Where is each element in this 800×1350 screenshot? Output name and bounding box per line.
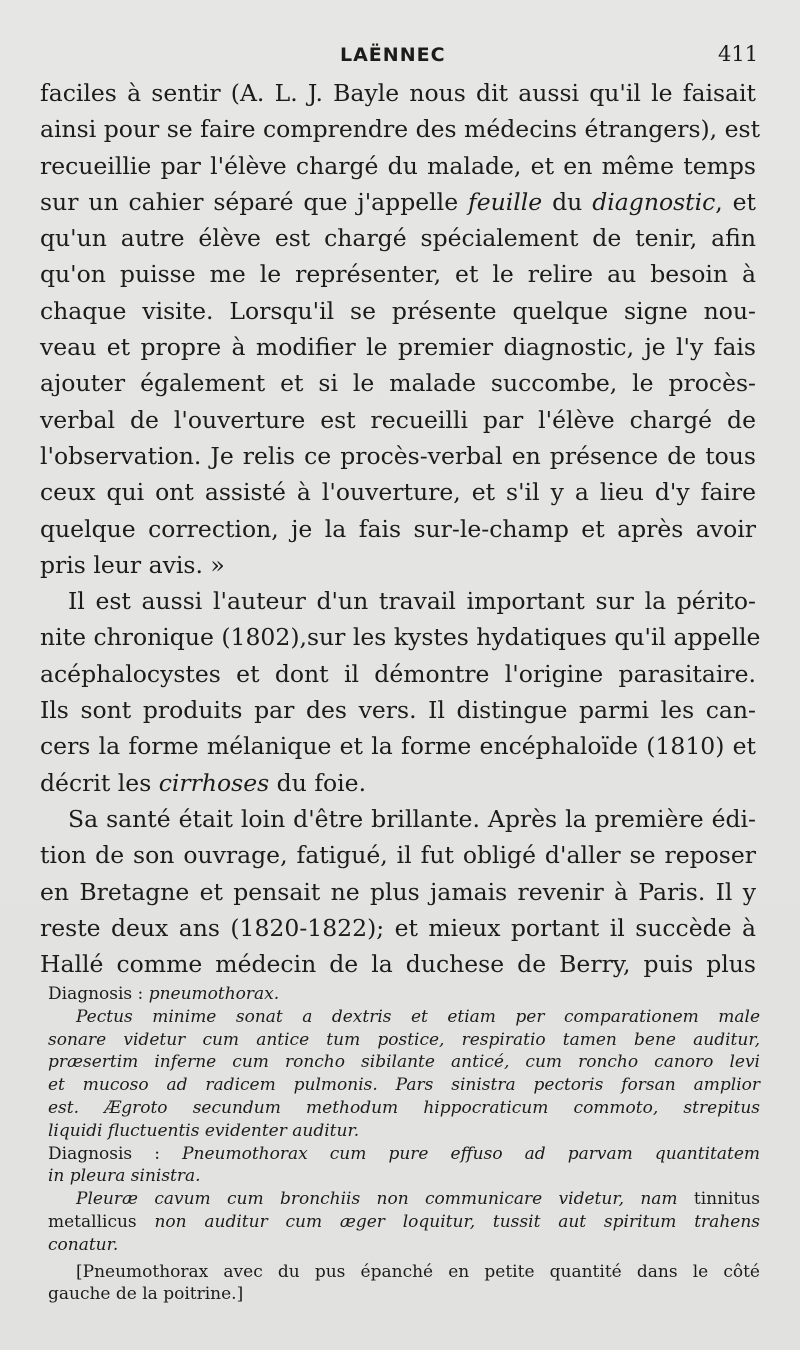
page-number: 411 — [718, 42, 759, 66]
italic-text: feuille — [468, 187, 543, 216]
text-line: reste deux ans (1820-1822); et mieux portant il succède à — [40, 913, 756, 942]
italic-text: et mucoso ad radicem pulmonis. Pars sinistra pectoris forsan amplior — [48, 1075, 760, 1096]
main-text — [40, 75, 761, 982]
italic-text: conatur. — [48, 1234, 119, 1255]
text-line: qu'un autre élève est chargé spécialement de tenir, afin — [40, 224, 756, 253]
italic-text: est. Ægroto secundum methodum hippocraticum commoto, strepitus — [48, 1097, 760, 1118]
note-line: [Pneumothorax avec du pus épanché en petite quantité dans le côté — [76, 1261, 760, 1282]
text-line: décrit les cirrhoses du foie. — [40, 768, 367, 797]
note-line: Pleuræ cavum cum bronchiis non communicare videtur, nam tinnitus — [76, 1189, 761, 1210]
italic-text: Pleuræ cavum cum bronchiis non communicare videtur, nam — [76, 1189, 678, 1210]
text-line: Il est aussi l'auteur d'un travail important sur la périto- — [68, 587, 756, 616]
page-header — [0, 38, 800, 68]
note-line: Diagnosis : pneumothorax. — [48, 984, 280, 1004]
text-line: sur un cahier séparé que j'appelle feuille du diagnostic, et — [40, 187, 757, 216]
text-line: tion de son ouvrage, fatigué, il fut obligé d'aller se reposer — [40, 841, 756, 870]
text-line: acéphalocystes et dont il démontre l'origine parasitaire. — [40, 659, 756, 688]
note-line — [48, 1097, 760, 1120]
note-line: gauche de la poitrine.] — [48, 1284, 244, 1305]
note-line — [48, 1074, 760, 1097]
text-line: veau et propre à modifier le premier diagnostic, je l'y fais — [40, 333, 756, 362]
italic-text: in pleura sinistra. — [48, 1166, 201, 1187]
italic-text: Pneumothorax cum pure effuso ad parvam quantitatem — [182, 1143, 760, 1164]
note-line — [48, 1234, 760, 1257]
text-line: ceux qui ont assisté à l'ouverture, et s'il y a lieu d'y faire — [40, 478, 756, 507]
text-line: l'observation. Je relis ce procès-verbal en présence de tous — [40, 441, 756, 470]
text-line: en Bretagne et pensait ne plus jamais revenir à Paris. Il y — [40, 877, 756, 906]
text-line: faciles à sentir (A. L. J. Bayle nous dit aussi qu'il le faisait — [40, 79, 756, 107]
italic-text: diagnostic — [592, 187, 716, 216]
note-line — [48, 1051, 760, 1074]
footnote-block — [48, 983, 760, 1306]
text-line: ajouter également et si le malade succombe, le procès- — [40, 369, 756, 398]
text-line: Ils sont produits par des vers. Il distingue parmi les can- — [40, 696, 756, 725]
italic-text: præsertim inferne cum roncho sibilante anticé, cum roncho canoro levi — [48, 1052, 760, 1073]
text-line: cers la forme mélanique et la forme encéphaloïde (1810) et — [40, 732, 756, 761]
text-line: qu'on puisse me le représenter, et le relire au besoin à — [40, 260, 756, 289]
text-line: ainsi pour se faire comprendre des médecins étrangers), est — [40, 115, 761, 144]
italic-text: sonare videtur cum antice tum postice, respiratio tamen bene auditur, — [48, 1029, 760, 1050]
text-line: recueillie par l'élève chargé du malade, et en même temps — [40, 151, 756, 180]
text-line: nite chronique (1802),sur les kystes hydatiques qu'il appelle — [40, 623, 761, 652]
italic-text: liquidi fluctuentis evidenter auditur. — [48, 1120, 360, 1141]
italic-text: cirrhoses — [158, 768, 270, 797]
text-line: Hallé comme médecin de la duchese de Berry, puis plus — [40, 950, 756, 979]
note-line — [48, 1165, 760, 1188]
note-line — [48, 1029, 760, 1052]
italic-text: pneumothorax. — [148, 984, 280, 1004]
text-line: Sa santé était loin d'être brillante. Après la première édi- — [68, 804, 756, 833]
note-line — [48, 1006, 760, 1029]
note-line: Diagnosis : Pneumothorax cum pure effuso ad parvam quantitatem — [48, 1143, 760, 1164]
italic-text: Pectus minime sonat a dextris et etiam per comparationem male — [76, 1006, 760, 1027]
text-line: pris leur avis. » — [40, 550, 225, 579]
running-title: LAËNNEC — [340, 44, 446, 66]
note-line: metallicus non auditur cum æger loquitur, tussit aut spiritum trahens — [48, 1211, 760, 1232]
note-line — [48, 1120, 760, 1143]
italic-text: non auditur cum æger loquitur, tussit aut spiritum trahens — [154, 1211, 760, 1232]
text-line: verbal de l'ouverture est recueilli par l'élève chargé de — [40, 405, 756, 434]
text-line: chaque visite. Lorsqu'il se présente quelque signe nou- — [40, 296, 756, 325]
text-line: quelque correction, je la fais sur-le-champ et après avoir — [40, 514, 756, 543]
